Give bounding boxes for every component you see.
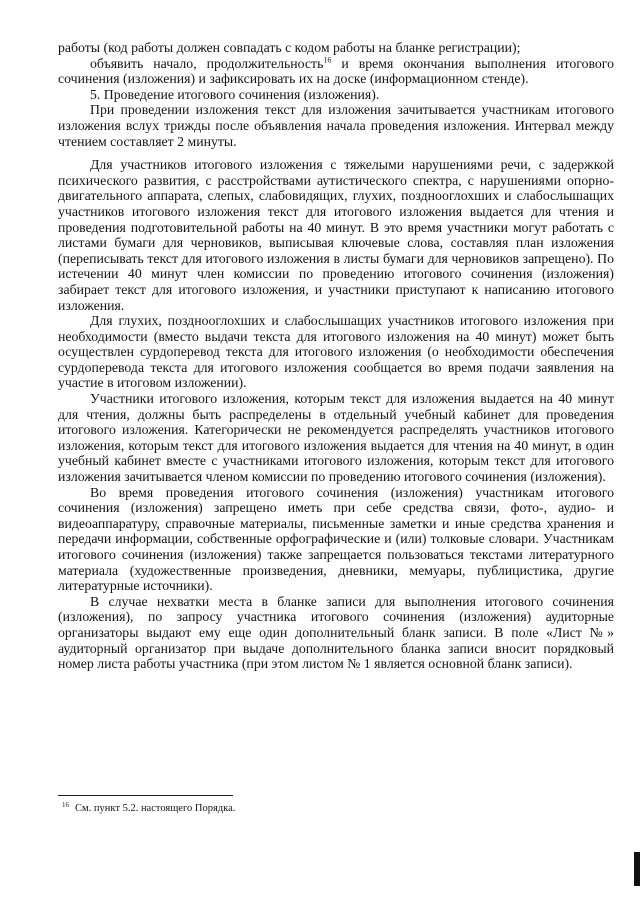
paragraph: При проведении изложения текст для изложения зачитывается участникам итогового изложения вслух трижды после объявления начала проведения изложения. Интервал между чтением составляет 2 минуты. xyxy=(58,102,614,149)
footnote-reference[interactable]: 16 xyxy=(323,55,332,64)
document-body xyxy=(58,40,614,672)
paragraph-text: объявить начало, продолжительность xyxy=(90,55,324,71)
paragraph: Для участников итогового изложения с тяжелыми нарушениями речи, с задержкой психического развития, с расстройствами аутистического спектра, с нарушениями опорно-двигательного аппарата, слепых, слабовидящих, глухих, позднооглохших и слабослышащих участников итогового изложения текст для итогового изложения выдается для чтения и проведения подготовительной работы на 40 минут. В это время участники могут работать с листами бумаги для черновиков, выписывая ключевые слова, составляя план изложения (переписывать текст для итогового изложения в листы бумаги для черновиков запрещено). По истечении 40 минут член комиссии по проведению итогового сочинения (изложения) забирает текст для итогового изложения, и участники приступают к написанию итогового изложения. xyxy=(58,157,614,313)
paragraph: работы (код работы должен совпадать с кодом работы на бланке регистрации); xyxy=(58,40,521,55)
section-heading: 5. Проведение итогового сочинения (изложения). xyxy=(90,86,380,102)
paragraph: Во время проведения итогового сочинения (изложения) участникам итогового сочинения (изложения) запрещено иметь при себе средства связи, фото-, аудио- и видеоаппаратуру, справочные материалы, письменные заметки и иные средства хранения и передачи информации, собственные орфографические и (или) толковые словари. Участникам итогового сочинения (изложения) также запрещается пользоваться текстами литературного материала (художественные произведения, дневники, мемуары, публицистика, другие литературные источники). xyxy=(58,484,614,594)
paragraph xyxy=(58,56,614,87)
footnote-text: См. пункт 5.2. настоящего Порядка. xyxy=(75,803,236,814)
paragraph: Участники итогового изложения, которым текст для изложения выдается на 40 минут для чтения, должны быть распределены в отдельный учебный кабинет для проведения итогового изложения. Категорически не рекомендуется распределять участников итогового изложения, которым текст для итогового изложения выдается для чтения на 40 минут, в один учебный кабинет вместе с участниками итогового изложения, которым текст для итогового изложения зачитывается членом комиссии по проведению итогового сочинения (изложения). xyxy=(58,391,614,485)
paragraph: В случае нехватки места в бланке записи для выполнения итогового сочинения (изложения), по запросу участника итогового сочинения (изложения) аудиторные организаторы выдают ему еще один дополнительный бланк записи. В поле «Лист №» аудиторный организатор при выдаче дополнительного бланка записи вносит порядковый номер листа работы участника (при этом листом № 1 является основной бланк записи). xyxy=(58,593,614,672)
footnote-divider xyxy=(58,795,233,796)
paragraph: Для глухих, позднооглохших и слабослышащих участников итогового изложения при необходимости (вместо выдачи текста для итогового изложения на 40 минут) может быть осуществлен сурдоперевод текста для итогового изложения (о необходимости обеспечения сурдоперевода текста для итогового изложения сообщается во время подачи заявления на участие в итоговом изложении). xyxy=(58,313,614,391)
footnote-number: 16 xyxy=(62,800,69,809)
footnote xyxy=(62,800,236,815)
paragraph-text-continued: и время окончания выполнения итогового сочинения (изложения) и зафиксировать их на доске (информационном стенде). xyxy=(58,55,614,87)
scan-edge-mark xyxy=(634,852,640,886)
